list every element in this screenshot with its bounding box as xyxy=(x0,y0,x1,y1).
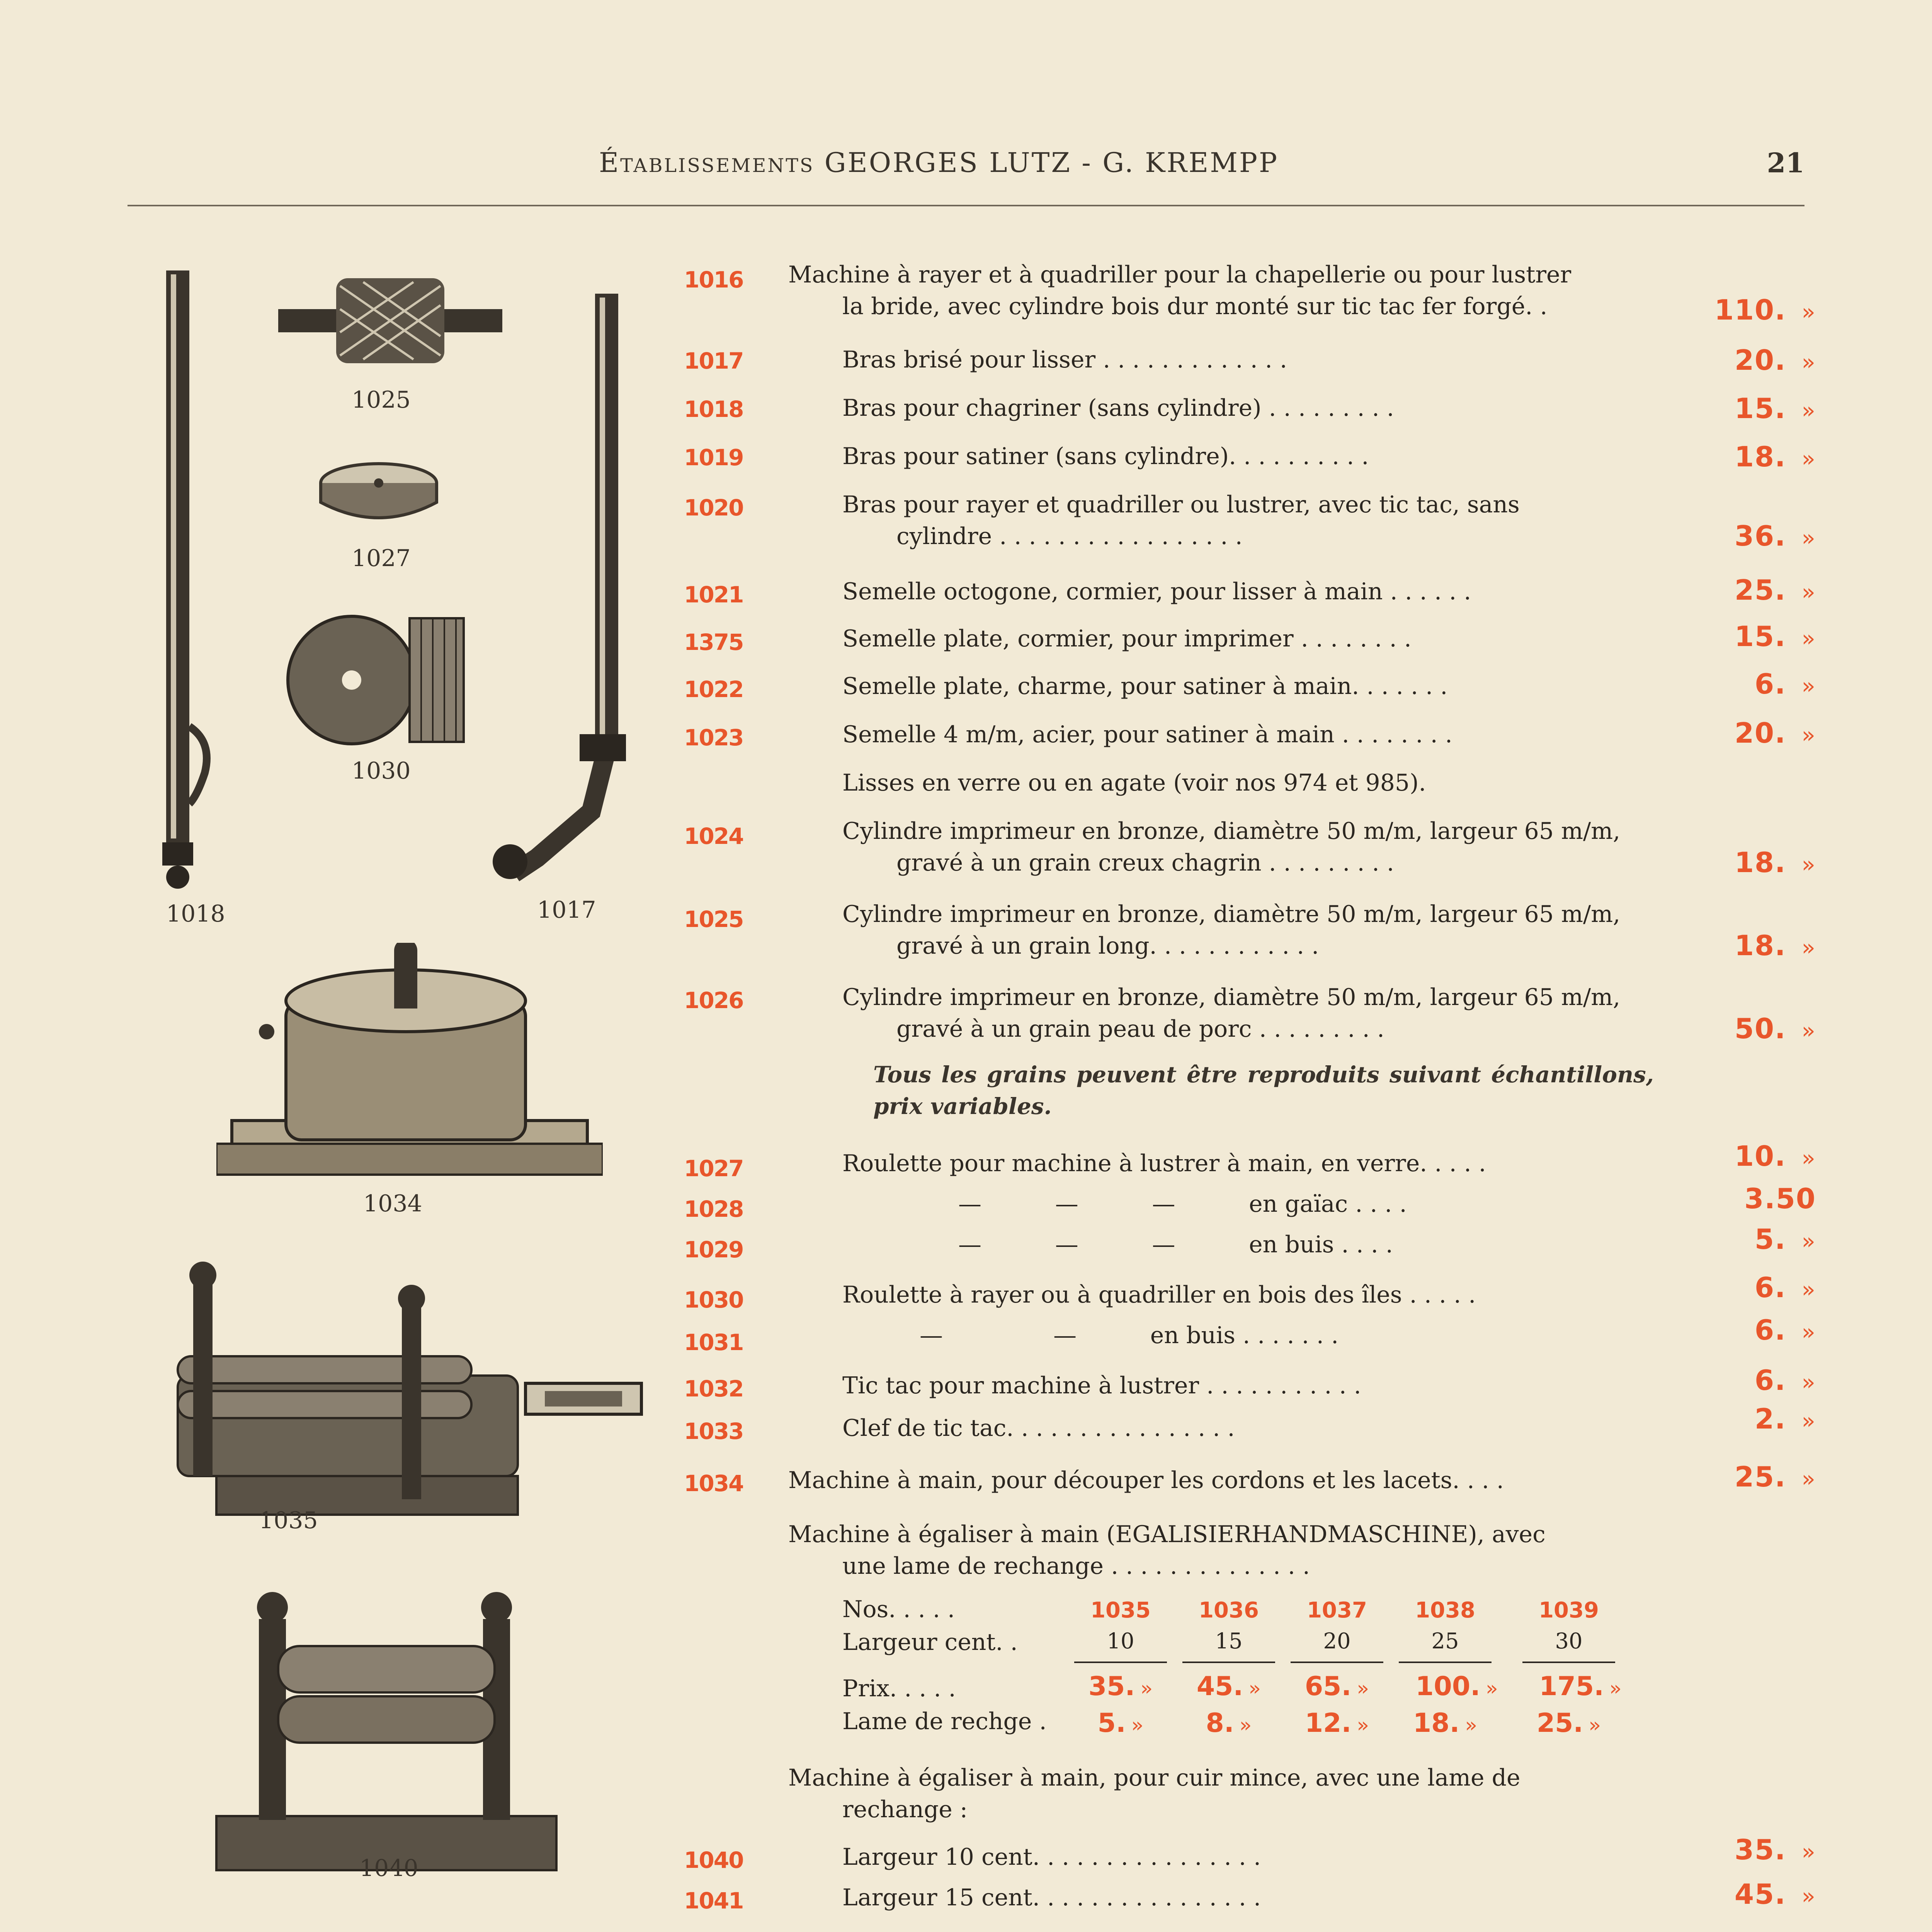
item-price: 35. » xyxy=(1734,1833,1816,1866)
item-price: 10. » xyxy=(1734,1140,1816,1172)
illustration-1034 xyxy=(216,943,603,1182)
table-price: 45. » xyxy=(1196,1671,1261,1702)
item-price: 15. » xyxy=(1734,620,1816,653)
item-price: 25. » xyxy=(1734,574,1816,606)
item-desc: Largeur 15 cent. . . . . . . . . . . . . . . . xyxy=(842,1884,1261,1911)
table-rule xyxy=(1182,1662,1275,1663)
item-desc: — — — en gaïac . . . . xyxy=(958,1190,1407,1218)
item-code: 1375 xyxy=(684,629,743,655)
item-price: 18. » xyxy=(1734,846,1816,879)
item-code: 1041 xyxy=(684,1888,743,1914)
item-price: 18. » xyxy=(1734,440,1816,473)
table-cell: 15 xyxy=(1215,1629,1243,1654)
table-cell: 1039 xyxy=(1539,1598,1599,1623)
item-desc: Cylindre imprimeur en bronze, diamètre 50 m/m, largeur 65 m/m, gravé à un grain creux chagrin . . . . . . . . . xyxy=(842,818,1621,876)
table-cell: 1036 xyxy=(1199,1598,1259,1623)
table-rule xyxy=(1291,1662,1383,1663)
illustration-1035 xyxy=(155,1260,541,1538)
table-label-lame: Lame de rechge . xyxy=(842,1708,1047,1735)
table-cell: 1038 xyxy=(1415,1598,1475,1623)
table-label-nos: Nos. . . . . xyxy=(842,1596,955,1623)
item-code: 1023 xyxy=(684,724,743,751)
item-desc: Largeur 10 cent. . . . . . . . . . . . . . . . xyxy=(842,1844,1261,1871)
illustration-1018 xyxy=(151,270,220,896)
item-code: 1026 xyxy=(684,987,743,1014)
table-price: 5. » xyxy=(1097,1708,1144,1738)
illustration-1042 xyxy=(216,1917,587,1932)
item-desc: Machine à égaliser à main, pour cuir mince, avec une lame de rechange : xyxy=(788,1764,1520,1823)
item-price: 3.50 xyxy=(1744,1182,1816,1215)
item-desc: Bras pour rayer et quadriller ou lustrer, avec tic tac, sans cylindre . . . . . . . . . . . . . . . . . xyxy=(842,491,1520,550)
illustration-1027 xyxy=(317,460,440,526)
item-price: 20. » xyxy=(1734,344,1816,376)
item-code: 1022 xyxy=(684,676,743,702)
item-code: 1031 xyxy=(684,1329,743,1355)
item-code: 1029 xyxy=(684,1236,743,1263)
item-desc: Machine à main, pour découper les cordons et les lacets. . . . xyxy=(788,1467,1504,1494)
page-number: 21 xyxy=(1767,147,1804,179)
caption-1018: 1018 xyxy=(166,900,225,927)
caption-1017: 1017 xyxy=(537,896,596,923)
item-desc: Roulette à rayer ou à quadriller en bois des îles . . . . . xyxy=(842,1281,1476,1308)
item-desc: Bras pour chagriner (sans cylindre) . . . . . . . . . xyxy=(842,395,1394,422)
table-price: 18. » xyxy=(1413,1708,1478,1738)
item-desc: Roulette pour machine à lustrer à main, en verre. . . . . xyxy=(842,1150,1486,1177)
item-price: 6. » xyxy=(1755,668,1816,700)
table-rule xyxy=(1074,1662,1167,1663)
item-desc: Cylindre imprimeur en bronze, diamètre 50 m/m, largeur 65 m/m, gravé à un grain long. . . . . . . . . . . . xyxy=(842,901,1621,959)
item-desc: Semelle plate, charme, pour satiner à main. . . . . . . xyxy=(842,673,1448,700)
item-code: 1040 xyxy=(684,1847,743,1873)
caption-1030: 1030 xyxy=(352,757,411,784)
item-code: 1032 xyxy=(684,1376,743,1402)
item-code: 1017 xyxy=(684,348,743,374)
table-cell: 25 xyxy=(1431,1629,1459,1654)
table-cell: 1037 xyxy=(1307,1598,1367,1623)
item-desc: Bras pour satiner (sans cylindre). . . . . . . . . . xyxy=(842,443,1369,470)
item-code: 1021 xyxy=(684,582,743,608)
item-desc: Semelle 4 m/m, acier, pour satiner à main . . . . . . . . xyxy=(842,721,1452,748)
item-price: 50. » xyxy=(1734,1012,1816,1045)
item-code: 1034 xyxy=(684,1470,743,1497)
item-desc: Bras brisé pour lisser . . . . . . . . . . . . . xyxy=(842,346,1287,373)
table-cell: 1035 xyxy=(1090,1598,1151,1623)
item-price: 20. » xyxy=(1734,717,1816,749)
table-price: 35. » xyxy=(1088,1671,1153,1702)
item-price: 45. » xyxy=(1734,1878,1816,1910)
page-header xyxy=(128,147,1804,206)
illustration-blade xyxy=(522,1379,645,1422)
table-cell: 10 xyxy=(1107,1629,1134,1654)
table-price: 8. » xyxy=(1206,1708,1252,1738)
table-rule xyxy=(1522,1662,1615,1663)
item-price: 5. » xyxy=(1755,1223,1816,1255)
table-label-prix: Prix. . . . . xyxy=(842,1675,956,1702)
item-price: 18. » xyxy=(1734,929,1816,962)
item-code: 1033 xyxy=(684,1418,743,1444)
item-desc: Tic tac pour machine à lustrer . . . . . . . . . . . xyxy=(842,1372,1361,1399)
item-desc: Cylindre imprimeur en bronze, diamètre 50 m/m, largeur 65 m/m, gravé à un grain peau de porc . . . . . . . . . xyxy=(842,984,1621,1043)
table-cell: 30 xyxy=(1555,1629,1583,1654)
item-price: 110. » xyxy=(1714,294,1816,326)
table-label-largeur: Largeur cent. . xyxy=(842,1629,1018,1656)
item-desc: — — en buis . . . . . . . xyxy=(920,1322,1339,1349)
item-desc: Machine à rayer et à quadriller pour la chapellerie ou pour lustrer la bride, avec cylindre bois dur monté sur tic tac fer forgé. . xyxy=(788,261,1571,320)
caption-1040: 1040 xyxy=(359,1855,418,1882)
item-code: 1019 xyxy=(684,444,743,471)
item-price: 25. » xyxy=(1734,1461,1816,1493)
item-code: 1028 xyxy=(684,1196,743,1222)
table-price: 25. » xyxy=(1536,1708,1601,1738)
item-desc: Machine à égaliser à main (EGALISIERHANDMASCHINE), avec une lame de rechange . . . . . . . . . . . . . . xyxy=(788,1521,1546,1580)
item-desc: Clef de tic tac. . . . . . . . . . . . . . . . xyxy=(842,1415,1235,1442)
item-code: 1024 xyxy=(684,823,743,849)
item-desc: — — — en buis . . . . xyxy=(958,1231,1393,1258)
item-code: 1020 xyxy=(684,495,743,521)
item-price: 6. » xyxy=(1755,1271,1816,1304)
table-price: 65. » xyxy=(1304,1671,1369,1702)
illustration-1017 xyxy=(456,294,649,889)
item-code: 1027 xyxy=(684,1155,743,1182)
caption-1027: 1027 xyxy=(352,545,411,572)
caption-1034: 1034 xyxy=(363,1190,422,1217)
item-desc: Semelle plate, cormier, pour imprimer . . . . . . . . xyxy=(842,625,1412,652)
table-price: 100. » xyxy=(1415,1671,1498,1702)
item-price: 2. » xyxy=(1755,1403,1816,1435)
item-price: 36. » xyxy=(1734,520,1816,552)
table-price: 175. » xyxy=(1539,1671,1622,1702)
item-code: 1030 xyxy=(684,1287,743,1313)
item-price: 6. » xyxy=(1755,1364,1816,1396)
item-price: 15. » xyxy=(1734,392,1816,425)
illustration-1040 xyxy=(209,1569,564,1878)
caption-1035: 1035 xyxy=(259,1507,318,1534)
item-desc: Semelle octogone, cormier, pour lisser à main . . . . . . xyxy=(842,578,1471,605)
item-code: 1025 xyxy=(684,906,743,932)
grains-note: Tous les grains peuvent être reproduits suivant échantillons, prix variables. xyxy=(873,1061,1654,1119)
page-title: Établissements GEORGES LUTZ - G. KREMPP xyxy=(599,147,1279,179)
table-rule xyxy=(1399,1662,1492,1663)
item-desc: Lisses en verre ou en agate (voir nos 974 et 985). xyxy=(842,769,1426,796)
table-price: 12. » xyxy=(1304,1708,1369,1738)
item-code: 1018 xyxy=(684,396,743,422)
caption-1025: 1025 xyxy=(352,386,411,413)
table-cell: 20 xyxy=(1323,1629,1351,1654)
item-price: 6. » xyxy=(1755,1314,1816,1346)
illustration-1030 xyxy=(286,611,471,750)
item-code: 1016 xyxy=(684,267,743,293)
